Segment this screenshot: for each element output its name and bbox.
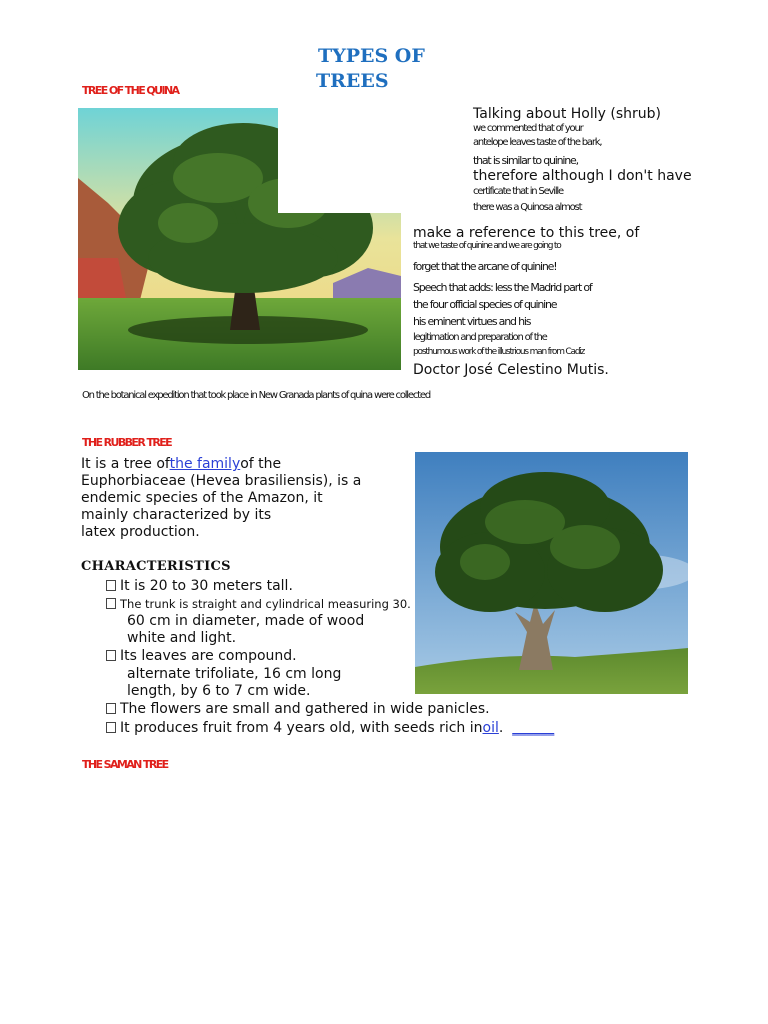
quina-heading: TREE OF THE QUINA	[82, 84, 179, 97]
rubber-intro-line: latex production.	[81, 524, 200, 540]
quina-text-line: Doctor José Celestino Mutis.	[413, 362, 609, 378]
rubber-intro-line: Euphorbiaceae (Hevea brasiliensis), is a	[81, 473, 362, 489]
quina-text-line: the four official species of quinine	[413, 298, 557, 311]
list-item	[106, 595, 554, 613]
rubber-intro-line: endemic species of the Amazon, it	[81, 490, 323, 506]
quina-text-line: Speech that adds: less the Madrid part of	[413, 281, 592, 294]
rubber-intro-line: mainly characterized by its	[81, 507, 272, 523]
list-item-continuation: length, by 6 to 7 cm wide.	[127, 683, 311, 699]
list-item	[106, 577, 554, 595]
list-item-text: .	[498, 720, 504, 736]
oil-link[interactable]: oil	[482, 720, 499, 736]
quina-text-line: that we taste of quinine and we are going to	[413, 241, 561, 251]
quina-text-line: there was a Quinosa almost	[473, 202, 582, 213]
characteristics-list	[106, 577, 554, 737]
quina-text-line: posthumous work of the illustrious man from Cadiz	[413, 347, 585, 357]
list-item-text: It produces fruit from 4 years old, with seeds rich in	[120, 720, 483, 736]
quina-text-line: antelope leaves taste of the bark,	[473, 137, 602, 148]
rubber-heading: THE RUBBER TREE	[82, 436, 172, 449]
list-item-text: The flowers are small and gathered in wide panicles.	[120, 701, 490, 717]
list-item-text: Its leaves are compound.	[120, 648, 297, 664]
quina-text-line: forget that the arcane of quinine!	[413, 260, 557, 273]
title-line-1: TYPES OF	[318, 45, 425, 67]
quina-caption: On the botanical expedition that took place in New Granada plants of quina were collected	[82, 390, 430, 401]
rubber-intro	[81, 456, 361, 541]
list-item-text: It is 20 to 30 meters tall.	[120, 578, 293, 594]
title-line-2: TREES	[316, 70, 389, 92]
quina-wide-text	[413, 225, 639, 379]
family-link[interactable]: the family	[169, 456, 241, 472]
rubber-intro-text: of the	[240, 456, 282, 472]
bullet-box-icon	[106, 598, 116, 609]
list-item	[106, 647, 554, 666]
quina-text-line: certificate that in Seville	[473, 186, 563, 197]
quina-right-text	[473, 106, 692, 214]
bullet-box-icon	[106, 580, 116, 591]
saman-heading: THE SAMAN TREE	[82, 758, 168, 771]
quina-text-line: we commented that of your	[473, 123, 583, 134]
list-item-continuation: white and light.	[127, 630, 237, 646]
quina-text-line: legitimation and preparation of the	[413, 332, 547, 343]
list-item-text: The trunk is straight and cylindrical measuring 30.	[120, 597, 411, 611]
bullet-box-icon	[106, 650, 116, 661]
trailing-link[interactable]: ______	[512, 720, 555, 736]
page-title	[316, 44, 425, 94]
bullet-box-icon	[106, 722, 116, 733]
quina-text-line: that is similar to quinine,	[473, 154, 578, 167]
photo-mask	[278, 100, 408, 213]
bullet-box-icon	[106, 703, 116, 714]
characteristics-heading: CHARACTERISTICS	[81, 559, 231, 574]
quina-text-line: his eminent virtues and his	[413, 315, 531, 328]
quina-text-line: make a reference to this tree, of	[413, 225, 640, 241]
list-item-continuation: 60 cm in diameter, made of wood	[127, 613, 365, 629]
quina-text-line: Talking about Holly (shrub)	[473, 106, 661, 122]
rubber-intro-text: It is a tree of	[81, 456, 170, 472]
list-item	[106, 719, 554, 737]
list-item	[106, 700, 554, 719]
list-item-continuation: alternate trifoliate, 16 cm long	[127, 666, 342, 682]
quina-text-line: therefore although I don't have	[473, 168, 692, 184]
